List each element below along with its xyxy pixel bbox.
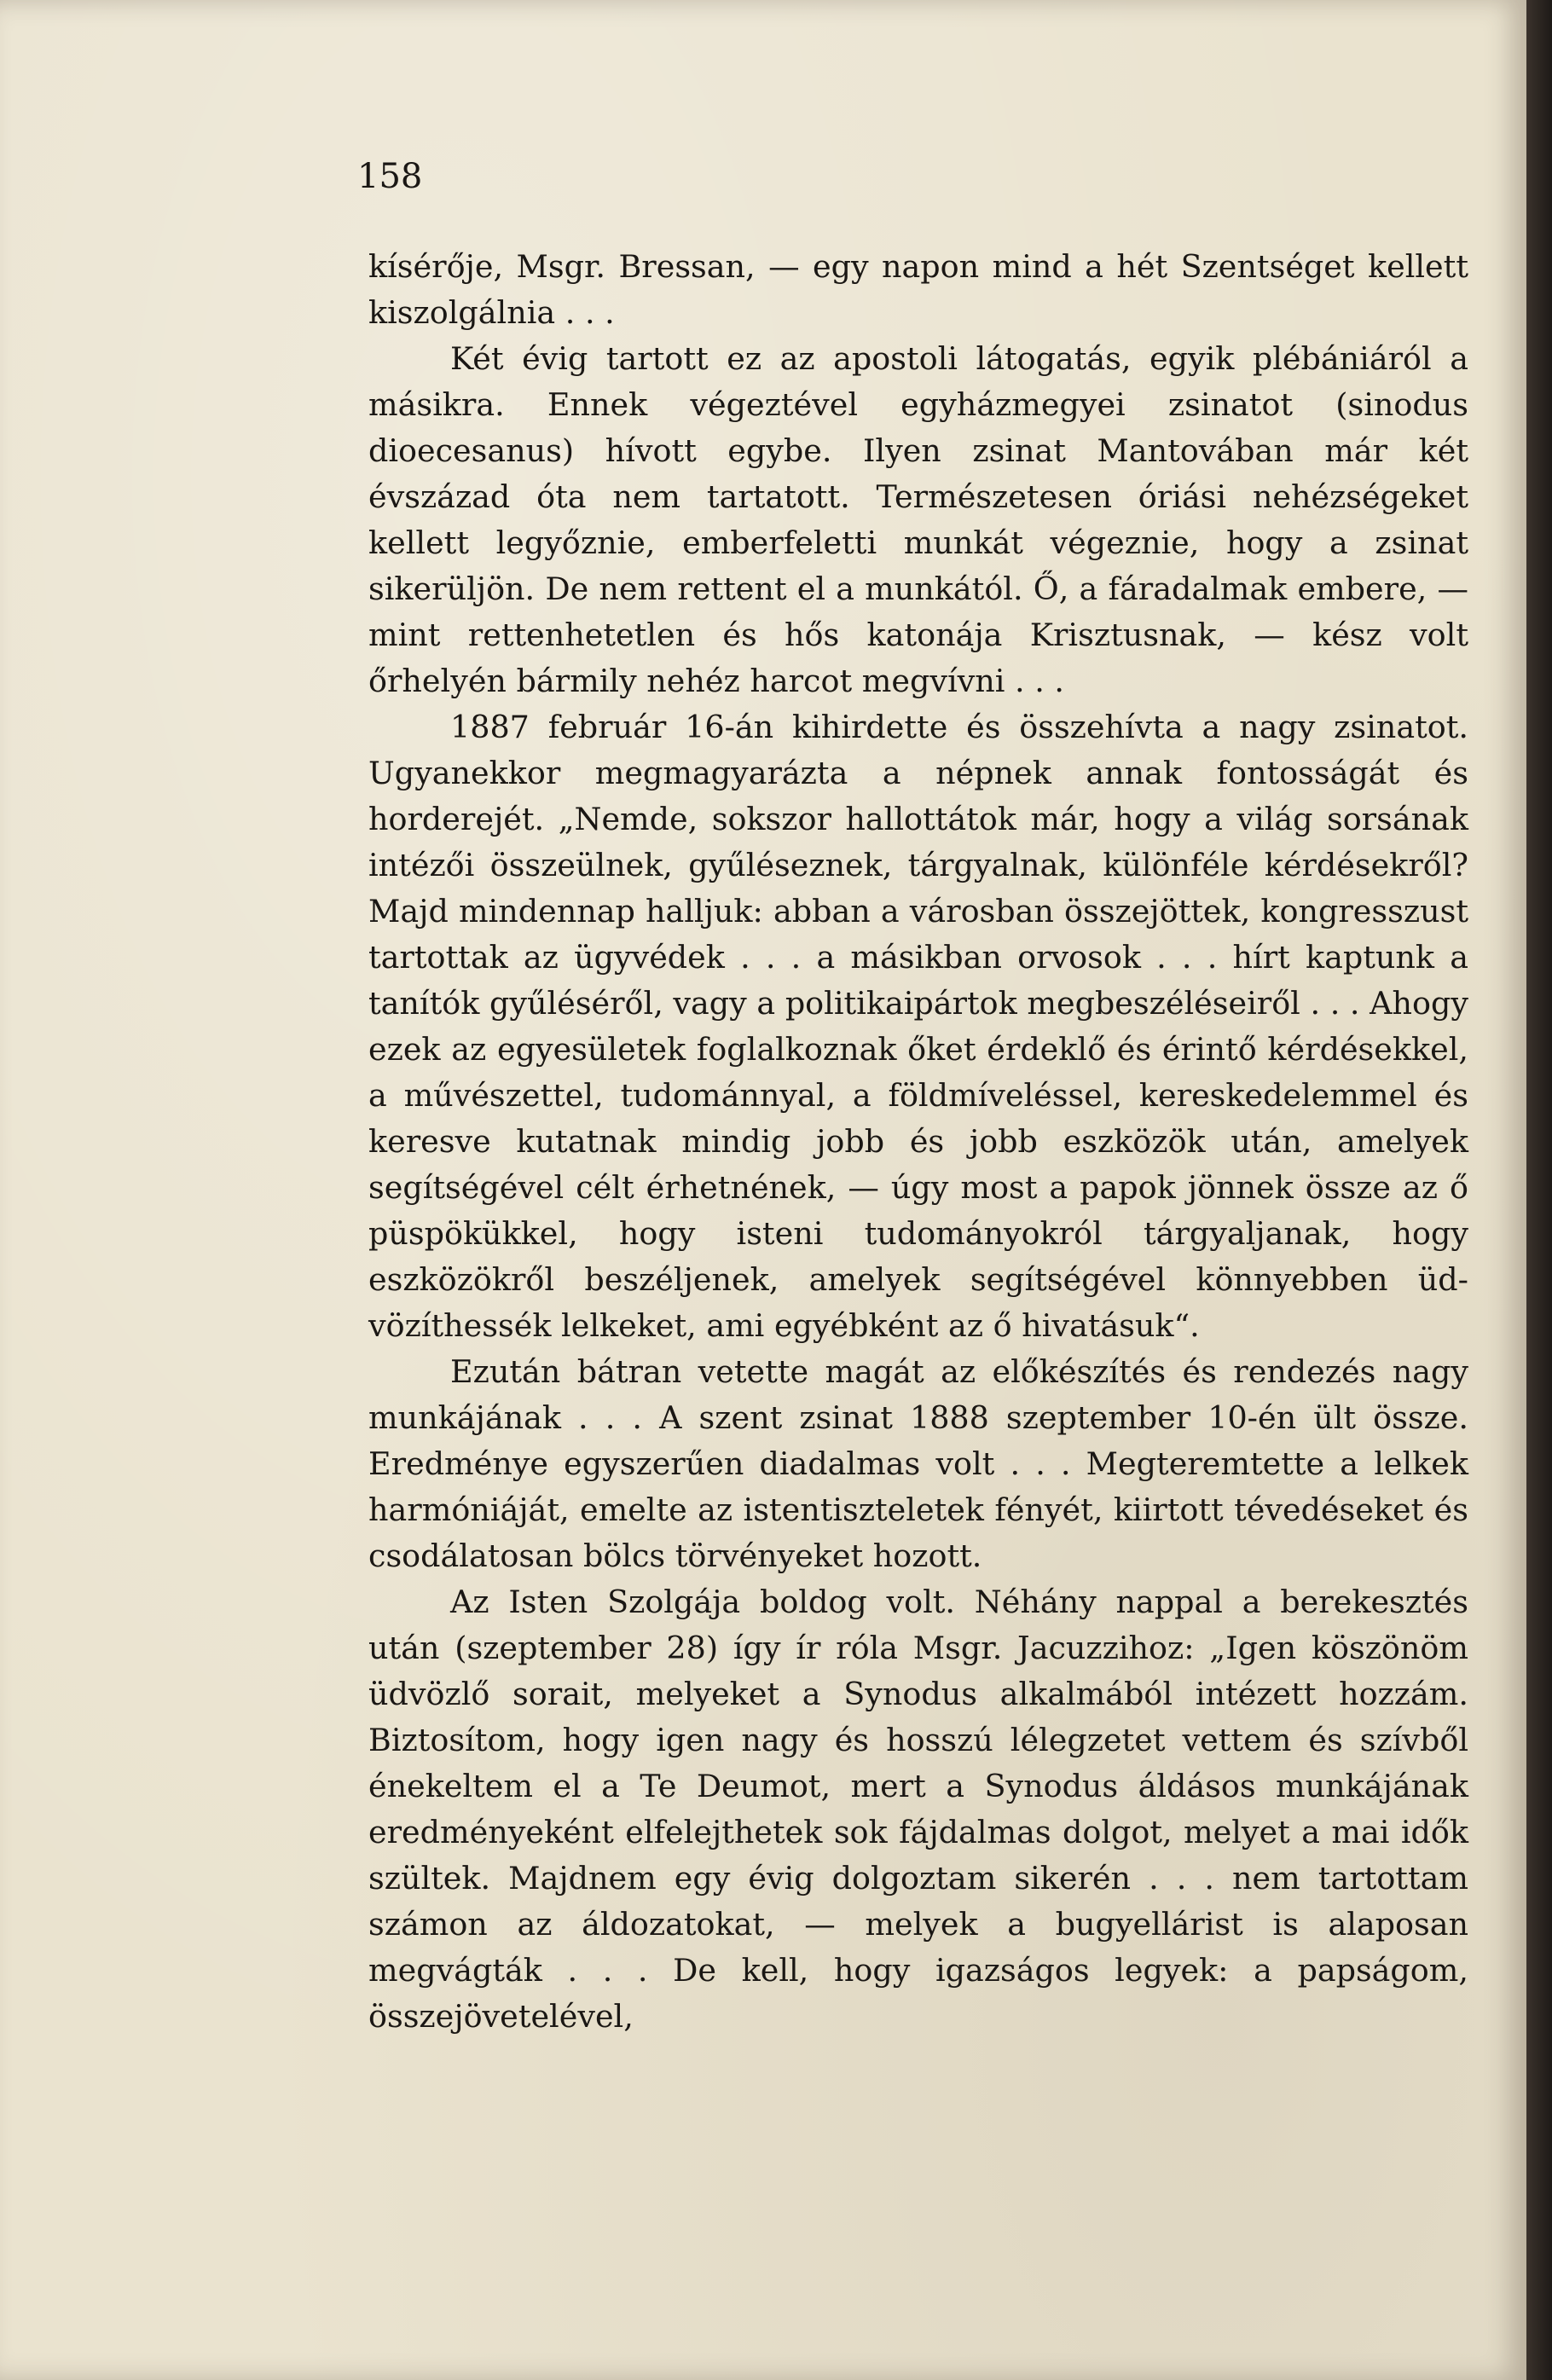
paragraph: Két évig tartott ez az apostoli látogatás, egyik plébániáról a másikra. Ennek végeztével egyházmegyei zsinatot (sinodus dioecesanus) hívott egybe. Ilyen zsinat Mantovában már két évszázad óta nem tartatott. Természetesen óriási nehézségeket kellett legyőznie, emberfeletti munkát végeznie, hogy a zsinat sikerüljön. De nem rettent el a munkától. Ő, a fáradalmak embere, — mint rettenhetetlen és hős katonája Krisztusnak, — kész volt őrhelyén bármily nehéz harcot megvívni . . . <box>368 340 1468 699</box>
page-edge-shadow <box>1526 0 1552 2380</box>
paragraph: Az Isten Szolgája boldog volt. Néhány nappal a berekesztés után (szeptember 28) így ír róla Msgr. Jacuzzihoz: „Igen köszönöm üdvözlő sorait, melyeket a Synodus alkalmából intézett hozzám. Biztosítom, hogy igen nagy és hosszú lélegzetet vettem és szívből énekeltem el a Te Deumot, mert a Synodus áldásos munkájának eredményeként elfelejthetek sok fájdalmas dolgot, melyet a mai idők szültek. Majdnem egy évig dolgoztam sikerén . . . nem tartottam számon az áldozatokat, — melyek a bugyellárist is alaposan megvágták . . . De kell, hogy igazságos legyek: a papságom, összejövetelével, <box>368 1584 1468 2035</box>
page-number: 158 <box>357 157 423 196</box>
paragraph: 1887 február 16-án kihirdette és összehívta a nagy zsinatot. Ugyanekkor megmagyarázta a népnek annak fontosságát és horderejét. „Nemde, sokszor hallottátok már, hogy a világ sorsának intézői összeülnek, gyűléseznek, tárgyalnak, különféle kérdésekről? Majd mindennap halljuk: abban a városban összejöttek, kongresszust tartottak az ügyvédek . . . a másikban orvosok . . . hírt kaptunk a tanítók gyűléséről, vagy a politikaipártok megbeszéléseiről . . . Ahogy ezek az egyesületek foglalkoznak őket érdeklő és érintő kérdésekkel, a művészettel, tudománnyal, a földmíveléssel, kereskedelemmel és keresve kutatnak mindig jobb és jobb eszközök után, amelyek segítségével célt érhetnének, — úgy most a papok jönnek össze az ő püspökükkel, hogy isteni tudományokról tárgyaljanak, hogy eszközökről beszéljenek, amelyek segítségével könnyebben üdvözíthessék lelkeket, ami egyébként az ő hivatásuk“. <box>368 709 1468 1344</box>
body-text <box>368 244 1468 2040</box>
paragraph: kísérője, Msgr. Bressan, — egy napon mind a hét Szentséget kellett kiszolgálnia . . . <box>368 248 1468 331</box>
paragraph: Ezután bátran vetette magát az előkészítés és rendezés nagy munkájának . . . A szent zsinat 1888 szeptember 10-én ült össze. Eredménye egyszerűen diadalmas volt . . . Megteremtette a lelkek harmóniáját, emelte az istentiszteletek fényét, kiirtott tévedéseket és csodálatosan bölcs törvényeket hozott. <box>368 1353 1468 1574</box>
